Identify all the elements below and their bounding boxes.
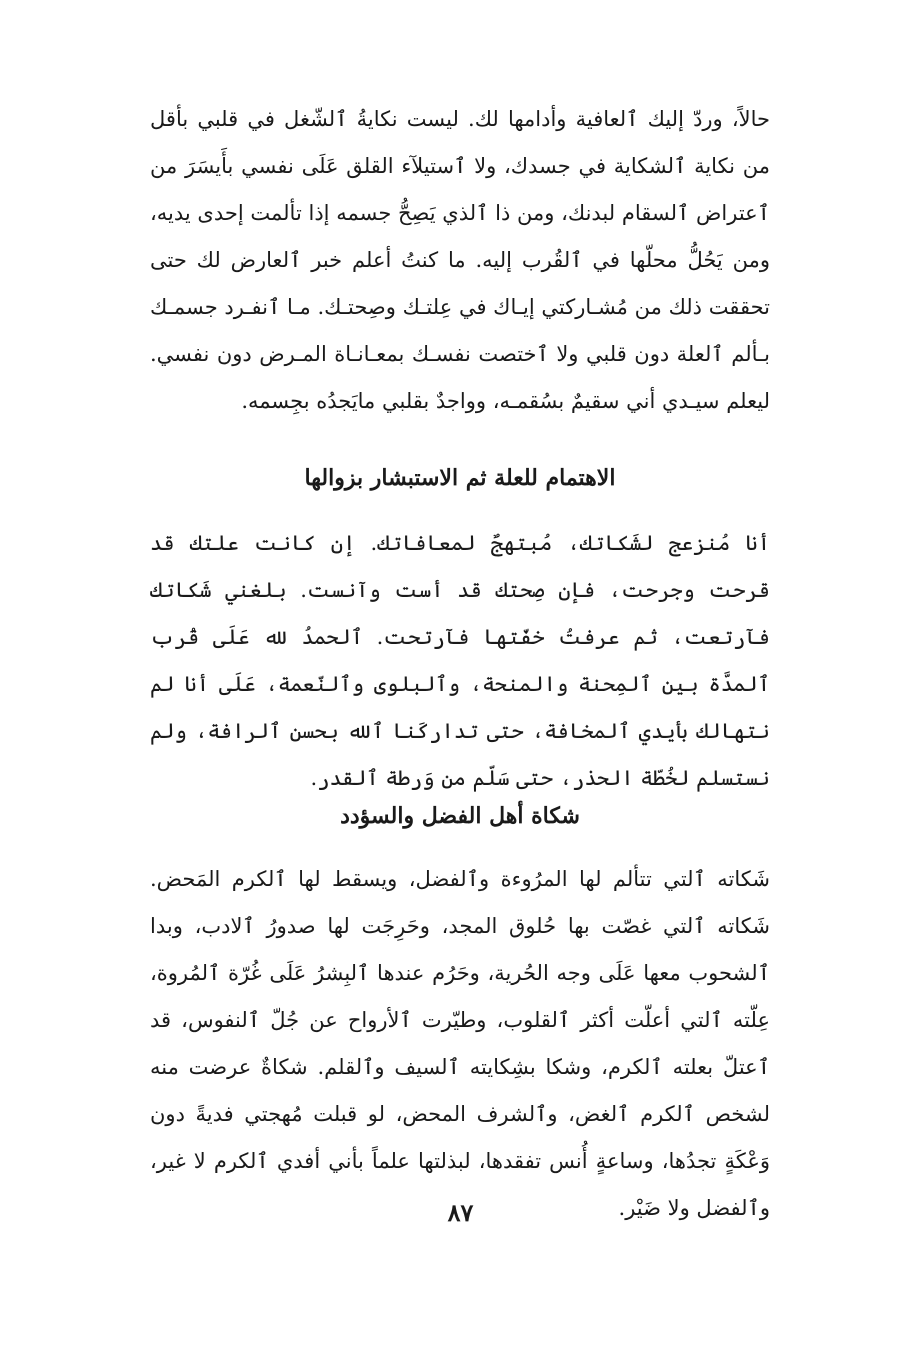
paragraph-3-text: شَكاته ٱلتي تتألم لها المرُوءة وٱلفضل، ويسقط لها ٱلكرم المَحض. شَكاته ٱلتي غصّت بها حُلوق المجد، وحَرِجَت لها صدورُ ٱلادب، وبدا ٱلشحوب معها عَلَى وجه الحُرية، وحَرُم عندها ٱلبِشرُ عَلَى غُرّة ٱلمُروة، عِلّته ٱلتي أعلّت أكثر ٱلقلوب، وطيّرت ٱلأرواح عن جُلّ ٱلنفوس، قد ٱعتلّ بعلته ٱلكرم، وشكا بشِكايته ٱلسيف وٱلقلم. شكاةٌ عرضت منه لشخص ٱلكرم ٱلغض، وٱلشرف المحض، لو قبلت مُهجتي فديةً دون وَعْكَةٍ تجدُها، وساعةٍ أُنس تفقدها، لبذلتها علماً بأني أفدي ٱلكرم لا غير، وٱلفضل ولا ضَيْر. (150, 867, 770, 1220)
paragraph-3 (150, 856, 770, 1232)
page-number: ٨٧ (447, 1198, 474, 1227)
paragraph-1-text: حالاً، وردّ إليك ٱلعافية وأدامها لك. ليست نكايةُ ٱلشّغل في قلبي بأقل من نكاية ٱلشكاية في جسدك، ولا ٱستيلآء القلق عَلَى نفسي بأَيسَرَ من ٱعتراض ٱلسقام لبدنك، ومن ذا ٱلذي يَصِحُّ جسمه إذا تألمت إحدى يديه، ومن يَحُلُّ محلّها في ٱلقُرب إليه. ما كنتُ أعلم خبر ٱلعارض لك حتى تحققت ذلك من مُشـاركتي إيـاك في عِلتـك وصِحتـك. مـا ٱنفـرد جسمـك بـألم ٱلعلة دون قلبي ولا ٱختصت نفسـك بمعـانـاة المـرض دون نفسي. ليعلم سيـدي أني سقيمٌ بسُقمـه، وواجدٌ بقلبي مايَجدُه بجِسمه. (150, 107, 770, 413)
paragraph-2-text: أنا مُنزعج لشَكاتك، مُبتهجٌ لمعافاتك. إن كانت علتك قد قرحت وجرحت، فإن صِحتك قد أست وآنست. بلغني شَكاتك فآرتعت، ثم عرفتُ خفّتها فآرتحت. ٱلحمدُ لله عَلَى قُرب ٱلمدَّة بين ٱلمِحنة والمنحة، وٱلبلوى وٱلنّعمة، عَلَى أنا لم نتهالك بأيدي ٱلمخافة، حتى تداركَنا ٱلله بحسن ٱلرافة، ولم نستسلم لخُطّة الحذر، حتى سَلّم من وَرطة ٱلقدر. (150, 531, 770, 790)
section-heading-2: شكاة أهل الفضل والسؤدد (340, 803, 580, 829)
section-heading-1: الاهتمام للعلة ثم الاستبشار بزوالها (304, 465, 616, 491)
paragraph-1 (150, 96, 770, 425)
paragraph-2 (150, 520, 770, 802)
